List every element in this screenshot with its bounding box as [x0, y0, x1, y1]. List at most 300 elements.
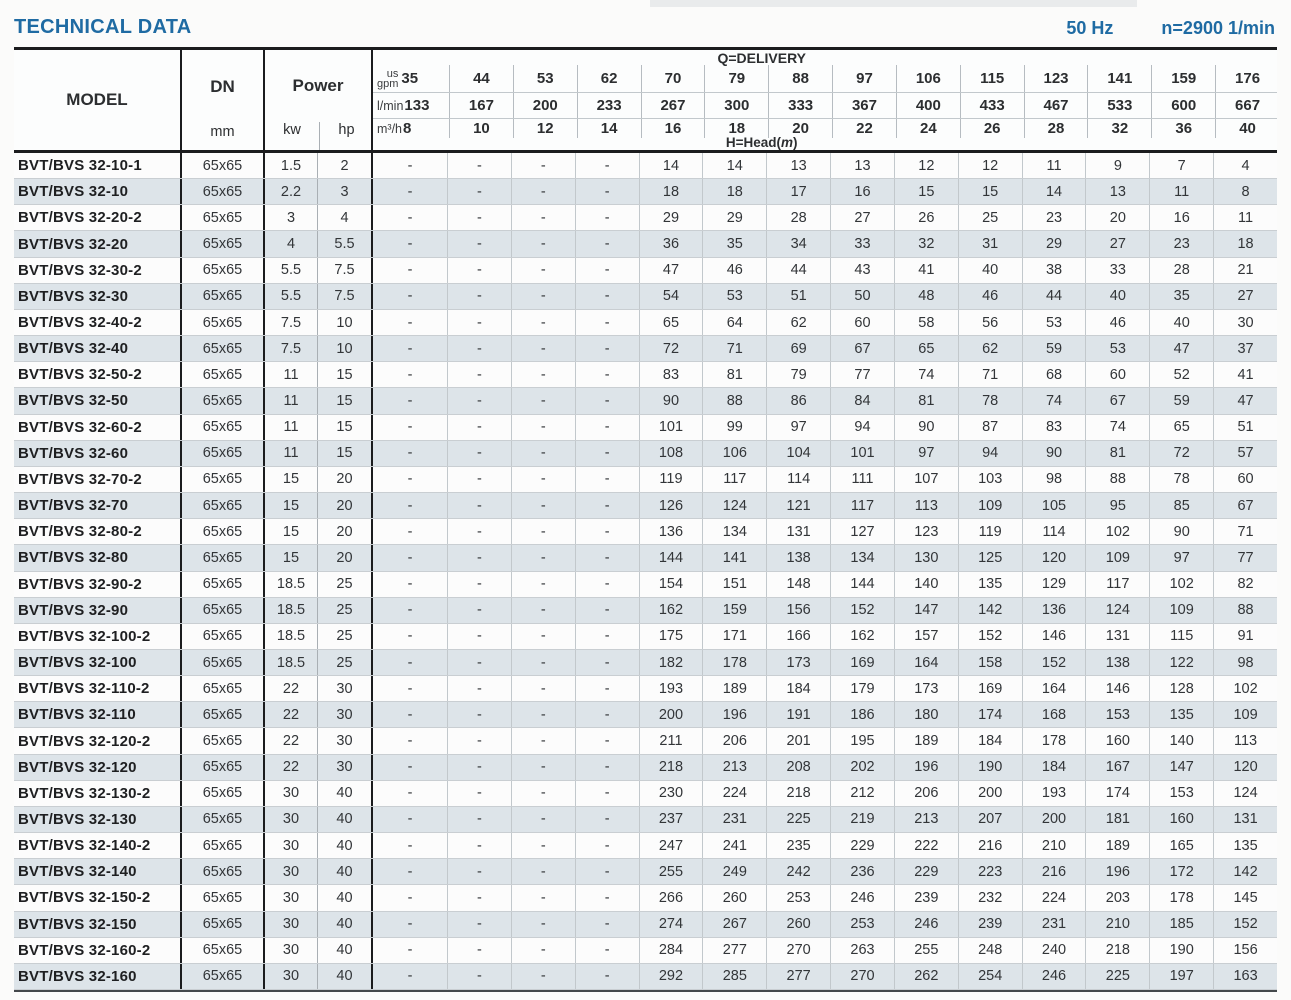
head-cell: -	[575, 231, 639, 256]
head-cell: 69	[766, 336, 830, 361]
head-cell: -	[371, 885, 447, 910]
head-cell: 97	[766, 415, 830, 440]
head-cell: 237	[639, 807, 703, 832]
model-cell: BVT/BVS 32-150-2	[18, 889, 151, 907]
head-cell: -	[575, 179, 639, 204]
m3h-value: 40	[1215, 119, 1279, 138]
head-cell: -	[371, 284, 447, 309]
head-cell: 119	[958, 519, 1022, 544]
head-cell: 88	[1085, 467, 1149, 492]
head-cell: 162	[830, 624, 894, 649]
head-cell: 152	[1022, 650, 1086, 675]
head-cell: -	[575, 388, 639, 413]
head-cell: 122	[1149, 650, 1213, 675]
head-cell: 94	[830, 415, 894, 440]
head-cell: 126	[639, 493, 703, 518]
head-cell: 210	[1085, 912, 1149, 937]
head-cell: 239	[894, 885, 958, 910]
head-cell: 144	[830, 572, 894, 597]
head-cell: 142	[1213, 859, 1277, 884]
head-cell: 11	[1149, 179, 1213, 204]
head-cell: 270	[766, 938, 830, 963]
model-cell: BVT/BVS 32-80-2	[18, 523, 142, 541]
head-cell: 193	[1022, 781, 1086, 806]
table-row	[14, 258, 1277, 284]
head-cell: -	[447, 415, 511, 440]
head-cell: -	[447, 388, 511, 413]
head-cell: 38	[1022, 258, 1086, 283]
head-cell: -	[371, 676, 447, 701]
head-cell: -	[371, 545, 447, 570]
head-cell: 292	[639, 964, 703, 989]
head-cell: -	[511, 964, 575, 989]
power-label: Power	[292, 76, 344, 95]
head-cell: -	[511, 310, 575, 335]
head-cell: 18	[639, 179, 703, 204]
hp-cell: 25	[317, 650, 371, 675]
head-cell: -	[511, 728, 575, 753]
head-cell: 37	[1213, 336, 1277, 361]
model-cell: BVT/BVS 32-40	[18, 340, 129, 358]
dn-cell: 65x65	[180, 205, 263, 230]
head-cell: 27	[830, 205, 894, 230]
gpm-value: 35	[401, 70, 419, 87]
head-cell: 14	[639, 153, 703, 178]
table-row	[14, 807, 1277, 833]
head-cell: 266	[639, 885, 703, 910]
head-cell: 184	[958, 728, 1022, 753]
head-cell: 41	[894, 258, 958, 283]
head-cell: 178	[1022, 728, 1086, 753]
table-row	[14, 702, 1277, 728]
head-cell: 175	[639, 624, 703, 649]
m3h-value: 32	[1087, 119, 1151, 138]
head-cell: -	[447, 441, 511, 466]
dn-cell: 65x65	[180, 388, 263, 413]
head-cell: 131	[1085, 624, 1149, 649]
head-cell: -	[447, 467, 511, 492]
head-cell: -	[511, 415, 575, 440]
head-cell: 125	[958, 545, 1022, 570]
head-cell: -	[511, 833, 575, 858]
kw-cell: 4	[263, 231, 317, 256]
head-cell: 119	[639, 467, 703, 492]
head-cell: 114	[1022, 519, 1086, 544]
head-cell: 225	[1085, 964, 1149, 989]
hp-cell: 25	[317, 624, 371, 649]
head-cell: 28	[1149, 258, 1213, 283]
head-cell: 144	[639, 545, 703, 570]
head-cell: 91	[1213, 624, 1277, 649]
head-cell: 151	[702, 572, 766, 597]
dn-cell: 65x65	[180, 833, 263, 858]
head-cell: 62	[766, 310, 830, 335]
head-cell: -	[575, 912, 639, 937]
hp-cell: 15	[317, 441, 371, 466]
head-cell: 98	[1213, 650, 1277, 675]
hp-cell: 10	[317, 336, 371, 361]
hp-cell: 4	[317, 205, 371, 230]
head-cell: 4	[1213, 153, 1277, 178]
head-cell: 85	[1149, 493, 1213, 518]
head-cell: -	[575, 205, 639, 230]
m3h-value: 26	[960, 119, 1024, 138]
head-cell: 29	[1022, 231, 1086, 256]
head-cell: 11	[1022, 153, 1086, 178]
dn-cell: 65x65	[180, 676, 263, 701]
kw-cell: 11	[263, 415, 317, 440]
head-cell: -	[371, 179, 447, 204]
head-cell: 88	[702, 388, 766, 413]
table-row	[14, 781, 1277, 807]
head-cell: 90	[639, 388, 703, 413]
head-cell: 154	[639, 572, 703, 597]
kw-cell: 30	[263, 885, 317, 910]
dn-cell: 65x65	[180, 545, 263, 570]
m3h-value: 12	[513, 119, 577, 138]
head-cell: 136	[639, 519, 703, 544]
head-cell: -	[511, 336, 575, 361]
head-cell: -	[575, 598, 639, 623]
kw-unit-label: kw	[283, 122, 301, 138]
head-cell: 255	[639, 859, 703, 884]
head-cell: 130	[894, 545, 958, 570]
head-cell: 189	[1085, 833, 1149, 858]
head-cell: 97	[1149, 545, 1213, 570]
head-cell: 152	[958, 624, 1022, 649]
head-cell: -	[575, 493, 639, 518]
head-cell: 184	[1022, 755, 1086, 780]
head-cell: 109	[958, 493, 1022, 518]
head-cell: 74	[1022, 388, 1086, 413]
head-cell: 129	[1022, 572, 1086, 597]
hp-cell: 20	[317, 545, 371, 570]
head-cell: 146	[1022, 624, 1086, 649]
m3h-value: 36	[1151, 119, 1215, 138]
dn-cell: 65x65	[180, 781, 263, 806]
dn-label: DN	[210, 77, 235, 96]
head-cell: -	[575, 781, 639, 806]
head-cell: 207	[958, 807, 1022, 832]
kw-cell: 18.5	[263, 572, 317, 597]
head-cell: -	[371, 702, 447, 727]
head-cell: 17	[766, 179, 830, 204]
hp-cell: 40	[317, 859, 371, 884]
table-row	[14, 938, 1277, 964]
head-cell: -	[371, 624, 447, 649]
gpm-value: 123	[1024, 65, 1088, 92]
head-cell: -	[511, 650, 575, 675]
head-cell: 195	[830, 728, 894, 753]
head-cell: 163	[1213, 964, 1277, 989]
model-cell: BVT/BVS 32-70	[18, 497, 129, 515]
head-cell: -	[371, 310, 447, 335]
hp-cell: 7.5	[317, 284, 371, 309]
kw-cell: 22	[263, 702, 317, 727]
table-row	[14, 205, 1277, 231]
head-cell: 102	[1149, 572, 1213, 597]
head-cell: -	[511, 153, 575, 178]
m3h-value: 18	[704, 119, 768, 138]
dn-cell: 65x65	[180, 467, 263, 492]
head-cell: 165	[1149, 833, 1213, 858]
hp-cell: 40	[317, 885, 371, 910]
model-cell: BVT/BVS 32-50-2	[18, 366, 142, 384]
head-cell: 236	[830, 859, 894, 884]
head-cell: -	[447, 205, 511, 230]
head-cell: 64	[702, 310, 766, 335]
hp-cell: 25	[317, 598, 371, 623]
head-cell: -	[371, 755, 447, 780]
head-cell: 35	[702, 231, 766, 256]
head-cell: -	[371, 336, 447, 361]
kw-cell: 30	[263, 912, 317, 937]
head-cell: 164	[1022, 676, 1086, 701]
head-cell: 208	[766, 755, 830, 780]
table-row	[14, 362, 1277, 388]
head-cell: -	[447, 493, 511, 518]
kw-cell: 18.5	[263, 624, 317, 649]
lmin-value: 267	[641, 93, 705, 118]
hp-cell: 30	[317, 676, 371, 701]
kw-cell: 1.5	[263, 153, 317, 178]
head-cell: 153	[1149, 781, 1213, 806]
head-cell: 222	[894, 833, 958, 858]
table-body	[14, 153, 1277, 992]
head-cell: -	[575, 624, 639, 649]
model-cell: BVT/BVS 32-30-2	[18, 261, 142, 279]
lmin-value: 333	[768, 93, 832, 118]
dn-cell: 65x65	[180, 964, 263, 989]
head-cell: 127	[830, 519, 894, 544]
head-cell: -	[511, 284, 575, 309]
head-cell: 36	[639, 231, 703, 256]
head-cell: 65	[894, 336, 958, 361]
hp-cell: 40	[317, 781, 371, 806]
head-cell: 53	[1085, 336, 1149, 361]
head-cell: 232	[958, 885, 1022, 910]
head-cell: 145	[1213, 885, 1277, 910]
head-cell: -	[575, 833, 639, 858]
head-cell: 213	[702, 755, 766, 780]
head-cell: 27	[1213, 284, 1277, 309]
head-cell: 56	[958, 310, 1022, 335]
table-row	[14, 336, 1277, 362]
head-cell: 48	[894, 284, 958, 309]
head-cell: -	[511, 179, 575, 204]
head-cell: -	[447, 676, 511, 701]
page-title: TECHNICAL DATA	[14, 16, 192, 38]
head-cell: 135	[1149, 702, 1213, 727]
m3h-value: 16	[641, 119, 705, 138]
model-cell: BVT/BVS 32-140-2	[18, 837, 151, 855]
head-cell: 246	[830, 885, 894, 910]
hp-cell: 30	[317, 755, 371, 780]
gpm-header-row	[373, 65, 1277, 92]
head-cell: 216	[1022, 859, 1086, 884]
head-cell: -	[447, 572, 511, 597]
dn-cell: 65x65	[180, 728, 263, 753]
head-cell: 166	[766, 624, 830, 649]
head-cell: 200	[958, 781, 1022, 806]
kw-cell: 22	[263, 676, 317, 701]
m3h-value: 8	[403, 120, 412, 137]
head-cell: 181	[1085, 807, 1149, 832]
head-cell: 263	[830, 938, 894, 963]
unit-label: m³/h	[377, 121, 402, 136]
head-cell: 241	[702, 833, 766, 858]
lmin-value: 233	[577, 93, 641, 118]
head-cell: 124	[1213, 781, 1277, 806]
head-cell: -	[575, 572, 639, 597]
lmin-value: 667	[1215, 93, 1279, 118]
model-cell: BVT/BVS 32-60	[18, 444, 129, 462]
head-cell: 246	[1022, 964, 1086, 989]
head-cell: 267	[702, 912, 766, 937]
head-cell: 90	[894, 415, 958, 440]
head-cell: 26	[894, 205, 958, 230]
table-row	[14, 676, 1277, 702]
gpm-value: 62	[577, 65, 641, 92]
head-cell: -	[575, 676, 639, 701]
head-cell: -	[371, 153, 447, 178]
head-cell: 248	[958, 938, 1022, 963]
head-cell: -	[371, 467, 447, 492]
head-cell: -	[371, 859, 447, 884]
head-cell: 190	[958, 755, 1022, 780]
head-cell: 115	[1149, 624, 1213, 649]
head-cell: 229	[894, 859, 958, 884]
head-cell: 104	[766, 441, 830, 466]
head-cell: 62	[958, 336, 1022, 361]
model-cell: BVT/BVS 32-10-1	[18, 157, 142, 175]
kw-cell: 5.5	[263, 284, 317, 309]
head-cell: 88	[1213, 598, 1277, 623]
head-cell: -	[447, 624, 511, 649]
table-row	[14, 912, 1277, 938]
model-cell: BVT/BVS 32-100-2	[18, 627, 151, 645]
kw-cell: 11	[263, 362, 317, 387]
head-cell: 185	[1149, 912, 1213, 937]
head-cell: 86	[766, 388, 830, 413]
head-cell: 225	[766, 807, 830, 832]
head-cell: 218	[766, 781, 830, 806]
head-cell: -	[575, 728, 639, 753]
dn-cell: 65x65	[180, 179, 263, 204]
head-cell: -	[575, 807, 639, 832]
head-cell: 164	[894, 650, 958, 675]
model-cell: BVT/BVS 32-90	[18, 601, 129, 619]
head-cell: -	[447, 859, 511, 884]
table-row	[14, 441, 1277, 467]
head-cell: 12	[894, 153, 958, 178]
head-cell: 169	[958, 676, 1022, 701]
hp-cell: 5.5	[317, 231, 371, 256]
head-cell: 255	[894, 938, 958, 963]
hp-cell: 20	[317, 519, 371, 544]
head-cell: -	[447, 284, 511, 309]
head-cell: 30	[1213, 310, 1277, 335]
table-row	[14, 624, 1277, 650]
head-cell: 156	[1213, 938, 1277, 963]
m3h-value: 20	[768, 119, 832, 138]
dn-cell: 65x65	[180, 885, 263, 910]
head-cell: 40	[958, 258, 1022, 283]
head-cell: 106	[702, 441, 766, 466]
head-cell: 190	[1149, 938, 1213, 963]
head-cell: 59	[1022, 336, 1086, 361]
head-cell: 148	[766, 572, 830, 597]
head-cell: 60	[830, 310, 894, 335]
head-cell: -	[511, 493, 575, 518]
head-cell: 171	[702, 624, 766, 649]
head-cell: 47	[1149, 336, 1213, 361]
head-cell: 40	[1085, 284, 1149, 309]
head-cell: 12	[958, 153, 1022, 178]
dn-cell: 65x65	[180, 859, 263, 884]
head-cell: -	[371, 833, 447, 858]
head-cell: 16	[1149, 205, 1213, 230]
model-cell: BVT/BVS 32-100	[18, 654, 137, 672]
table-row	[14, 153, 1277, 179]
head-cell: 83	[639, 362, 703, 387]
head-cell: 14	[702, 153, 766, 178]
head-cell: -	[447, 310, 511, 335]
head-cell: -	[511, 572, 575, 597]
model-cell: BVT/BVS 32-150	[18, 915, 137, 933]
head-cell: -	[447, 964, 511, 989]
dn-cell: 65x65	[180, 415, 263, 440]
power-unit-row	[265, 122, 371, 150]
head-cell: 67	[1085, 388, 1149, 413]
head-cell: -	[575, 859, 639, 884]
head-cell: 229	[830, 833, 894, 858]
head-cell: 186	[830, 702, 894, 727]
head-cell: 179	[830, 676, 894, 701]
m3h-value	[373, 119, 449, 138]
dn-cell: 65x65	[180, 362, 263, 387]
head-cell: -	[447, 179, 511, 204]
header-annotations	[1066, 18, 1275, 39]
head-cell: 247	[639, 833, 703, 858]
head-cell: 77	[1213, 545, 1277, 570]
head-cell: 131	[1213, 807, 1277, 832]
head-cell: 224	[1022, 885, 1086, 910]
head-cell: 201	[766, 728, 830, 753]
gpm-value: 88	[768, 65, 832, 92]
head-cell: 260	[702, 885, 766, 910]
head-cell: 153	[1085, 702, 1149, 727]
frequency-label: 50 Hz	[1066, 18, 1114, 38]
head-cell: 103	[958, 467, 1022, 492]
head-cell: 72	[1149, 441, 1213, 466]
head-cell: 90	[1149, 519, 1213, 544]
lmin-value: 533	[1087, 93, 1151, 118]
head-cell: 141	[702, 545, 766, 570]
table-row	[14, 728, 1277, 754]
model-cell: BVT/BVS 32-10	[18, 183, 129, 201]
table-row	[14, 572, 1277, 598]
model-cell: BVT/BVS 32-160	[18, 967, 137, 985]
head-cell: 157	[894, 624, 958, 649]
head-cell: -	[447, 781, 511, 806]
hp-cell: 30	[317, 728, 371, 753]
head-cell: 95	[1085, 493, 1149, 518]
dn-cell: 65x65	[180, 153, 263, 178]
gpm-value	[373, 65, 449, 92]
kw-cell: 5.5	[263, 258, 317, 283]
head-cell: 142	[958, 598, 1022, 623]
